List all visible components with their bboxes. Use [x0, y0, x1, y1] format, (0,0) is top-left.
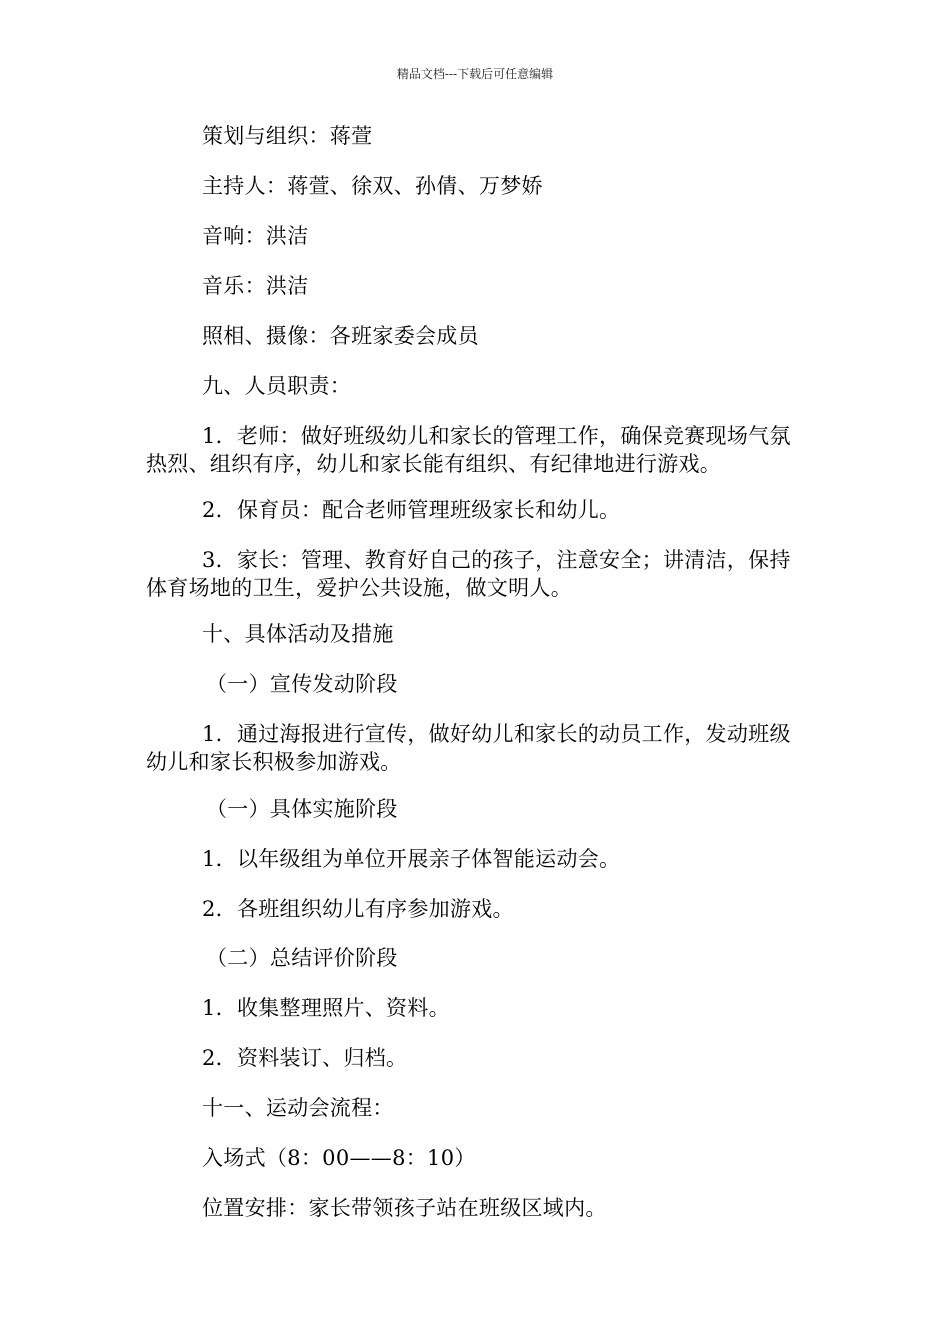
paragraph-position: 位置安排：家长带领孩子站在班级区域内。 — [202, 1196, 607, 1220]
subheading-implementation: （一）具体实施阶段 — [206, 797, 398, 821]
paragraph-entrance: 入场式（8：00——8：10） — [202, 1146, 476, 1170]
paragraph-music: 音乐：洪洁 — [202, 274, 309, 298]
paragraph-photo: 照相、摄像：各班家委会成员 — [202, 324, 479, 348]
paragraph-teacher-duty: 1．老师：做好班级幼儿和家长的管理工作，确保竞赛现场气氛热烈、组织有序，幼儿和家长能有组织、有纪律地进行游戏。 — [146, 424, 791, 476]
page-header: 精品文档---下载后可任意编辑 — [396, 67, 554, 81]
paragraph-hosts: 主持人：蒋萱、徐双、孙倩、万梦娇 — [202, 174, 543, 198]
paragraph-implementation-2: 2．各班组织幼儿有序参加游戏。 — [202, 897, 514, 921]
section-heading-process: 十一、运动会流程： — [202, 1096, 394, 1120]
paragraph-caregiver-duty: 2．保育员：配合老师管理班级家长和幼儿。 — [202, 498, 621, 522]
section-heading-activities: 十、具体活动及措施 — [202, 622, 394, 646]
paragraph-promotion-1: 1．通过海报进行宣传，做好幼儿和家长的动员工作，发动班级幼儿和家长积极参加游戏。 — [146, 722, 791, 774]
paragraph-implementation-1: 1．以年级组为单位开展亲子体智能运动会。 — [202, 847, 621, 871]
section-heading-duties: 九、人员职责： — [202, 374, 352, 398]
paragraph-evaluation-2: 2．资料装订、归档。 — [202, 1046, 408, 1070]
subheading-evaluation: （二）总结评价阶段 — [206, 946, 398, 970]
paragraph-evaluation-1: 1．收集整理照片、资料。 — [202, 996, 450, 1020]
subheading-promotion: （一）宣传发动阶段 — [206, 672, 398, 696]
paragraph-parent-duty: 3．家长：管理、教育好自己的孩子，注意安全；讲清洁，保持体育场地的卫生，爱护公共设施，做文明人。 — [146, 548, 791, 600]
paragraph-sound: 音响：洪洁 — [202, 224, 309, 248]
paragraph-planning: 策划与组织：蒋萱 — [202, 124, 373, 148]
